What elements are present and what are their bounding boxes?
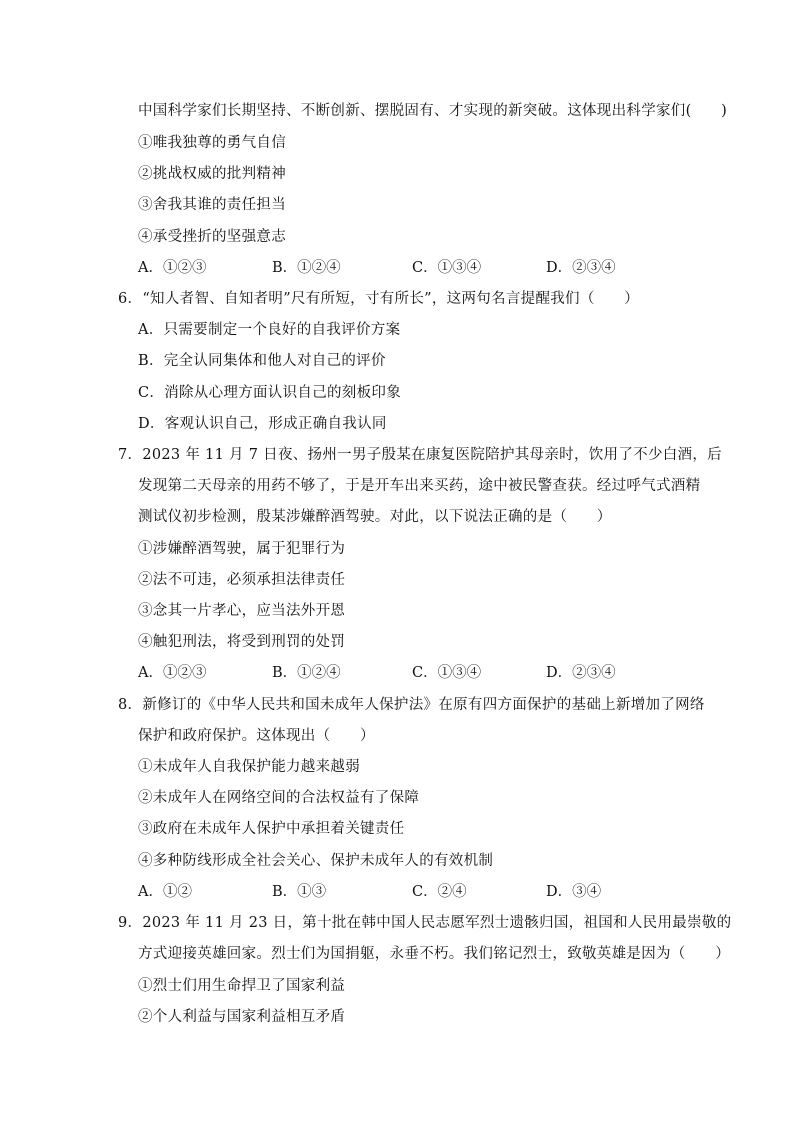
q6-option-a: A．只需要制定一个良好的自我评价方案	[138, 322, 401, 338]
q8-choice-b: B．①③	[272, 884, 327, 900]
q7-stem-line-3: 测试仪初步检测，殷某涉嫌醉酒驾驶。对此，以下说法正确的是（ ）	[138, 509, 612, 525]
q8-item-4: ④多种防线形成全社会关心、保护未成年人的有效机制	[138, 853, 494, 869]
q7-choice-a: A．①②③	[138, 665, 207, 681]
q5-item-4: ④承受挫折的坚强意志	[138, 229, 286, 245]
q6-stem: 6．“知人者智、自知者明”尺有所短，寸有所长”，这两句名言提醒我们（ ）	[118, 291, 640, 307]
q9-item-1: ①烈士们用生命捍卫了国家利益	[138, 978, 346, 994]
q8-stem-line-1: 8．新修订的《中华人民共和国未成年人保护法》在原有四方面保护的基础上新增加了网络	[118, 697, 705, 713]
q5-stem-tail: 中国科学家们长期坚持、不断创新、摆脱固有、才实现的新突破。这体现出科学家们( )	[138, 103, 728, 119]
q8-choice-c: C．②④	[412, 884, 467, 900]
q7-item-3: ③念其一片孝心，应当法外开恩	[138, 603, 346, 619]
q6-option-d: D．客观认识自己，形成正确自我认同	[138, 416, 387, 432]
q8-item-1: ①未成年人自我保护能力越来越弱	[138, 759, 360, 775]
q7-stem-line-1: 7．2023 年 11 月 7 日夜、扬州一男子殷某在康复医院陪护其母亲时，饮用了不少白酒，后	[118, 447, 722, 463]
q5-item-2: ②挑战权威的批判精神	[138, 166, 286, 182]
q8-item-2: ②未成年人在网络空间的合法权益有了保障	[138, 790, 420, 806]
q8-choice-a: A．①②	[138, 884, 192, 900]
q5-choice-b: B．①②④	[272, 260, 341, 276]
q6-option-b: B．完全认同集体和他人对自己的评价	[138, 353, 386, 369]
q9-item-2: ②个人利益与国家利益相互矛盾	[138, 1009, 346, 1025]
q9-stem-line-2: 方式迎接英雄回家。烈士们为国捐躯，永垂不朽。我们铭记烈士，致敬英雄是因为（ ）	[138, 946, 730, 962]
q7-choice-b: B．①②④	[272, 665, 341, 681]
q8-stem-line-2: 保护和政府保护。这体现出（ ）	[138, 728, 375, 744]
q7-choice-c: C．①③④	[412, 665, 482, 681]
q5-choice-c: C．①③④	[412, 260, 482, 276]
q5-choice-a: A．①②③	[138, 260, 207, 276]
q9-stem-line-1: 9．2023 年 11 月 23 日，第十批在韩中国人民志愿军烈士遗骸归国，祖国和人民用最崇敬的	[118, 915, 732, 931]
q7-stem-line-2: 发现第二天母亲的用药不够了，于是开车出来买药，途中被民警查获。经过呼气式酒精	[138, 478, 701, 494]
q8-choice-d: D．③④	[546, 884, 602, 900]
q8-item-3: ③政府在未成年人保护中承担着关键责任	[138, 821, 405, 837]
q6-option-c: C．消除从心理方面认识自己的刻板印象	[138, 385, 401, 401]
q7-item-1: ①涉嫌醉酒驾驶，属于犯罪行为	[138, 541, 346, 557]
q5-item-1: ①唯我独尊的勇气自信	[138, 135, 286, 151]
q5-item-3: ③舍我其谁的责任担当	[138, 197, 286, 213]
q7-item-2: ②法不可违，必须承担法律责任	[138, 572, 346, 588]
q5-choice-d: D．②③④	[546, 260, 616, 276]
q7-choice-d: D．②③④	[546, 665, 616, 681]
q7-item-4: ④触犯刑法，将受到刑罚的处罚	[138, 634, 346, 650]
